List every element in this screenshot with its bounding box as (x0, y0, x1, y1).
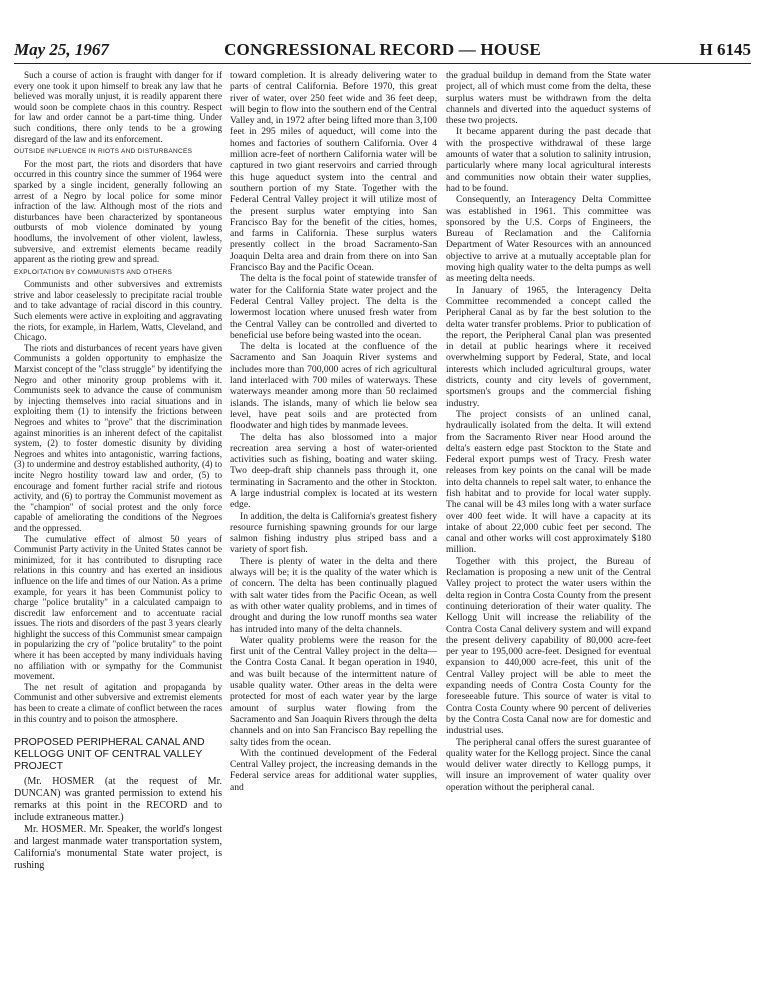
paragraph: The delta is located at the confluence of the Sacramento and San Joaquin River systems and includes more than 700,000 acres of rich agricultural land interlaced with 700 miles of waterways. These waterways meander among more than 50 reclaimed islands. The islands, many of which lie below sea level, have peat soils and are protected from floodwater and high tides by manmade levees. (230, 341, 437, 432)
paragraph: It became apparent during the past decade that with the prospective withdrawal of these large amounts of water that a solution to salinity intrusion, particularly where many local agricultural interests and communities now obtain their water supplies, had to be found. (446, 126, 651, 194)
page-header (14, 40, 751, 64)
paragraph: In January of 1965, the Interagency Delta Committee recommended a concept called the Peripheral Canal as by far the best solution to the delta water transfer problems. Prior to publication of the report, the Peripheral Canal plan was presented in detail at public hearings where it received overwhelming support by Federal, State, and local interests which included agricultural groups, water districts, county and city levels of government, sportsmen's groups and the commercial fishing industry. (446, 284, 651, 409)
paragraph: (Mr. HOSMER (at the request of Mr. DUNCAN) was granted permission to extend his remarks at this point in the RECORD and to include extraneous matter.) (14, 776, 222, 823)
paragraph: The riots and disturbances of recent years have given Communists a golden opportunity to emphasize the Marxist concept of the "class struggle" by identifying the Negro and other minority group problems with it. Communists seek to advance the cause of communism by injecting themselves into racial situations and in exploiting them (1) to intensify the frictions between Negroes and whites to "prove" that the discrimination against minorities is an inherent defect of the capitalist system, (2) to foster domestic disunity by dividing Negroes and whites into antagonistic, warring factions, (3) to undermine and destroy established authority, (4) to incite Negro hostility toward law and order, (5) to encourage and foment further racial strife and riotous activity, and (6) to portray the Communist movement as the "champion" of social protest and the only force capable of ameliorating the conditions of the Negroes and the oppressed. (14, 342, 222, 533)
column-1 (14, 70, 222, 871)
header-title: CONGRESSIONAL RECORD — HOUSE (224, 40, 541, 59)
paragraph: The delta is the focal point of statewide transfer of water for the California State water project and the Federal Central Valley project. The delta is the lowermost location where unused fresh water from the Central Valley can be controlled and diverted to beneficial use before being wasted into the ocean. (230, 273, 437, 341)
paragraph: toward completion. It is already delivering water to parts of central California. Before 1970, this great river of water, over 250 feet wide and 36 feet deep, will begin to flow into the southern end of the Central Valley and, in 1972 after being lifted more than 3,100 feet in 295 miles of aqueduct, will come into the homes and factories of southern California. Over 4 million acre-feet of northern California water will be captured in two giant reservoirs and carried through this huge aqueduct system into the central and southern portion of my State. Together with the Federal Central Valley project it will utilize most of the present surplus water emptying into San Francisco Bay for the benefit of the cities, homes, and farms in California. These surplus waters presently collect in the broad Sacramento-San Joaquin Delta area and drain from there on into San Francisco Bay and the Pacific Ocean. (230, 70, 437, 274)
subheading: EXPLOITATION BY COMMUNISTS AND OTHERS (14, 268, 173, 276)
paragraph: Consequently, an Interagency Delta Committee was established in 1961. This committee was sponsored by the U.S. Corps of Engineers, the Bureau of Reclamation and the California Department of Water Resources with an announced objective to arrive at a mutually acceptable plan for moving high quality water to the delta pumps as well as meeting delta needs. (446, 194, 651, 285)
header-date: May 25, 1967 (14, 40, 109, 59)
header-page-number: H 6145 (699, 40, 751, 59)
column-3 (446, 70, 651, 793)
paragraph: Communists and other subversives and extremists strive and labor ceaselessly to precipitate racial trouble and to take advantage of racial discord in this country. Such elements were active in exploiting and aggravating the riots, for example, in Harlem, Watts, Cleveland, and Chicago. (14, 279, 222, 343)
section-heading: PROPOSED PERIPHERAL CANAL AND KELLOGG UNIT OF CENTRAL VALLEY PROJECT (14, 736, 205, 773)
paragraph: Mr. HOSMER. Mr. Speaker, the world's longest and largest manmade water transportation system, California's monumental State water project, is rushing (14, 823, 222, 871)
paragraph: Such a course of action is fraught with danger for if every one took it upon himself to break any law that he believed was morally unjust, it is readily apparent there would soon be complete chaos in this country. Respect for law and order cannot be a part-time thing. Under such conditions, there only tends to be a growing disregard of the law and its enforcement. (14, 70, 222, 144)
paragraph: With the continued development of the Federal Central Valley project, the increasing demands in the Federal service areas for additional water supplies, and (230, 747, 437, 793)
paragraph: The cumulative effect of almost 50 years of Communist Party activity in the United States cannot be minimized, for it has contributed to disrupting race relations in this country and has exerted an insidious influence on the life and times of our Nation. As a prime example, for years it has been Communist policy to charge "police brutality" in a calculated campaign to discredit law enforcement and to accentuate racial issues. The riots and disorders of the past 3 years clearly highlight the success of this Communist smear campaign in popularizing the cry of "police brutality" to the point where it has been accepted by many individuals having no affiliation with or sympathy for the Communist movement. (14, 533, 222, 682)
column-2 (230, 70, 437, 793)
paragraph: Together with this project, the Bureau of Reclamation is proposing a new unit of the Central Valley project to protect the water users within the delta region in Contra Costa County from the present continuing deterioration of their water quality. The Kellogg Unit will increase the reliability of the Contra Costa Canal delivery system and will expand the present delivery capability of 80,000 acre-feet per year to 195,000 acre-feet. Designed for eventual expansion to 440,000 acre-feet, this unit of the Central Valley project will be able to meet the expanding needs of Contra Costa County for the foreseeable future. This source of water is vital to Contra Costa County where 90 percent of deliveries by the Contra Costa Canal now are for domestic and industrial uses. (446, 555, 651, 737)
subheading: OUTSIDE INFLUENCE IN RIOTS AND DISTURBANCES (14, 148, 193, 156)
paragraph: For the most part, the riots and disorders that have occurred in this country since the summer of 1964 were sparked by a single incident, generally following an arrest of a Negro by local police for some minor infraction of the law. Although most of the riots and disturbances have been characterized by spontaneous outbursts of mob violence dominated by young hoodlums, the involvement of other violent, lawless, subversive, and extremist elements became readily apparent as the rioting grew and spread. (14, 158, 222, 265)
header-rule (14, 63, 751, 64)
paragraph: The peripheral canal offers the surest guarantee of quality water for the Kellogg project. Since the canal would deliver water directly to Kellogg pumps, it will insure an improvement of water quality over operation without the peripheral canal. (446, 736, 651, 793)
paragraph: There is plenty of water in the delta and there always will be; it is the quality of the water which is of concern. The delta has been continually plagued with salt water tides from the Pacific Ocean, as well as with other water quality problems, and in times of drought and during the low runoff months sea water has intruded into many of the delta channels. (230, 555, 437, 635)
paragraph: In addition, the delta is California's greatest fishery resource furnishing spawning grounds for our large salmon fishing industry plus striped bass and a variety of sport fish. (230, 510, 437, 556)
paragraph: the gradual buildup in demand from the State water project, all of which must come from the delta, these surplus waters must be withdrawn from the delta channels and diverted into the aqueduct systems of these two projects. (446, 70, 651, 127)
paragraph: The delta has also blossomed into a major recreation area serving a host of water-oriented activities such as fishing, boating and water skiing. Two deep-draft ship channels pass through it, one terminating in Sacramento and the other in Stockton. A large industrial complex is located at its western edge. (230, 431, 437, 511)
paragraph: The project consists of an unlined canal, hydraulically isolated from the delta. It will extend from the Sacramento River near Hood around the delta's eastern edge past Stockton to the State and Federal export pumps west of Tracy. Fresh water releases from key points on the canal will be made into delta channels to repel salt water, to enhance the fish habitat and to provide for local water supply. The canal will be 43 miles long with a water surface over 400 feet wide. It will have a capacity at its intake of about 22,000 cubic feet per second. The canal and other works will cost approximately $180 million. (446, 408, 651, 556)
paragraph: Water quality problems were the reason for the first unit of the Central Valley project in the delta—the Contra Costa Canal. It began operation in 1940, and was built because of the intermittent nature of usable quality water. Other areas in the delta were protected for most of each water year by the large amount of surplus water flowing from the Sacramento and San Joaquin Rivers through the delta channels and on into San Francisco Bay repelling the salty tides from the ocean. (230, 634, 437, 748)
paragraph: The net result of agitation and propaganda by Communist and other subversive and extremist elements has been to create a climate of conflict between the races in this country and to poison the atmosphere. (14, 681, 222, 724)
